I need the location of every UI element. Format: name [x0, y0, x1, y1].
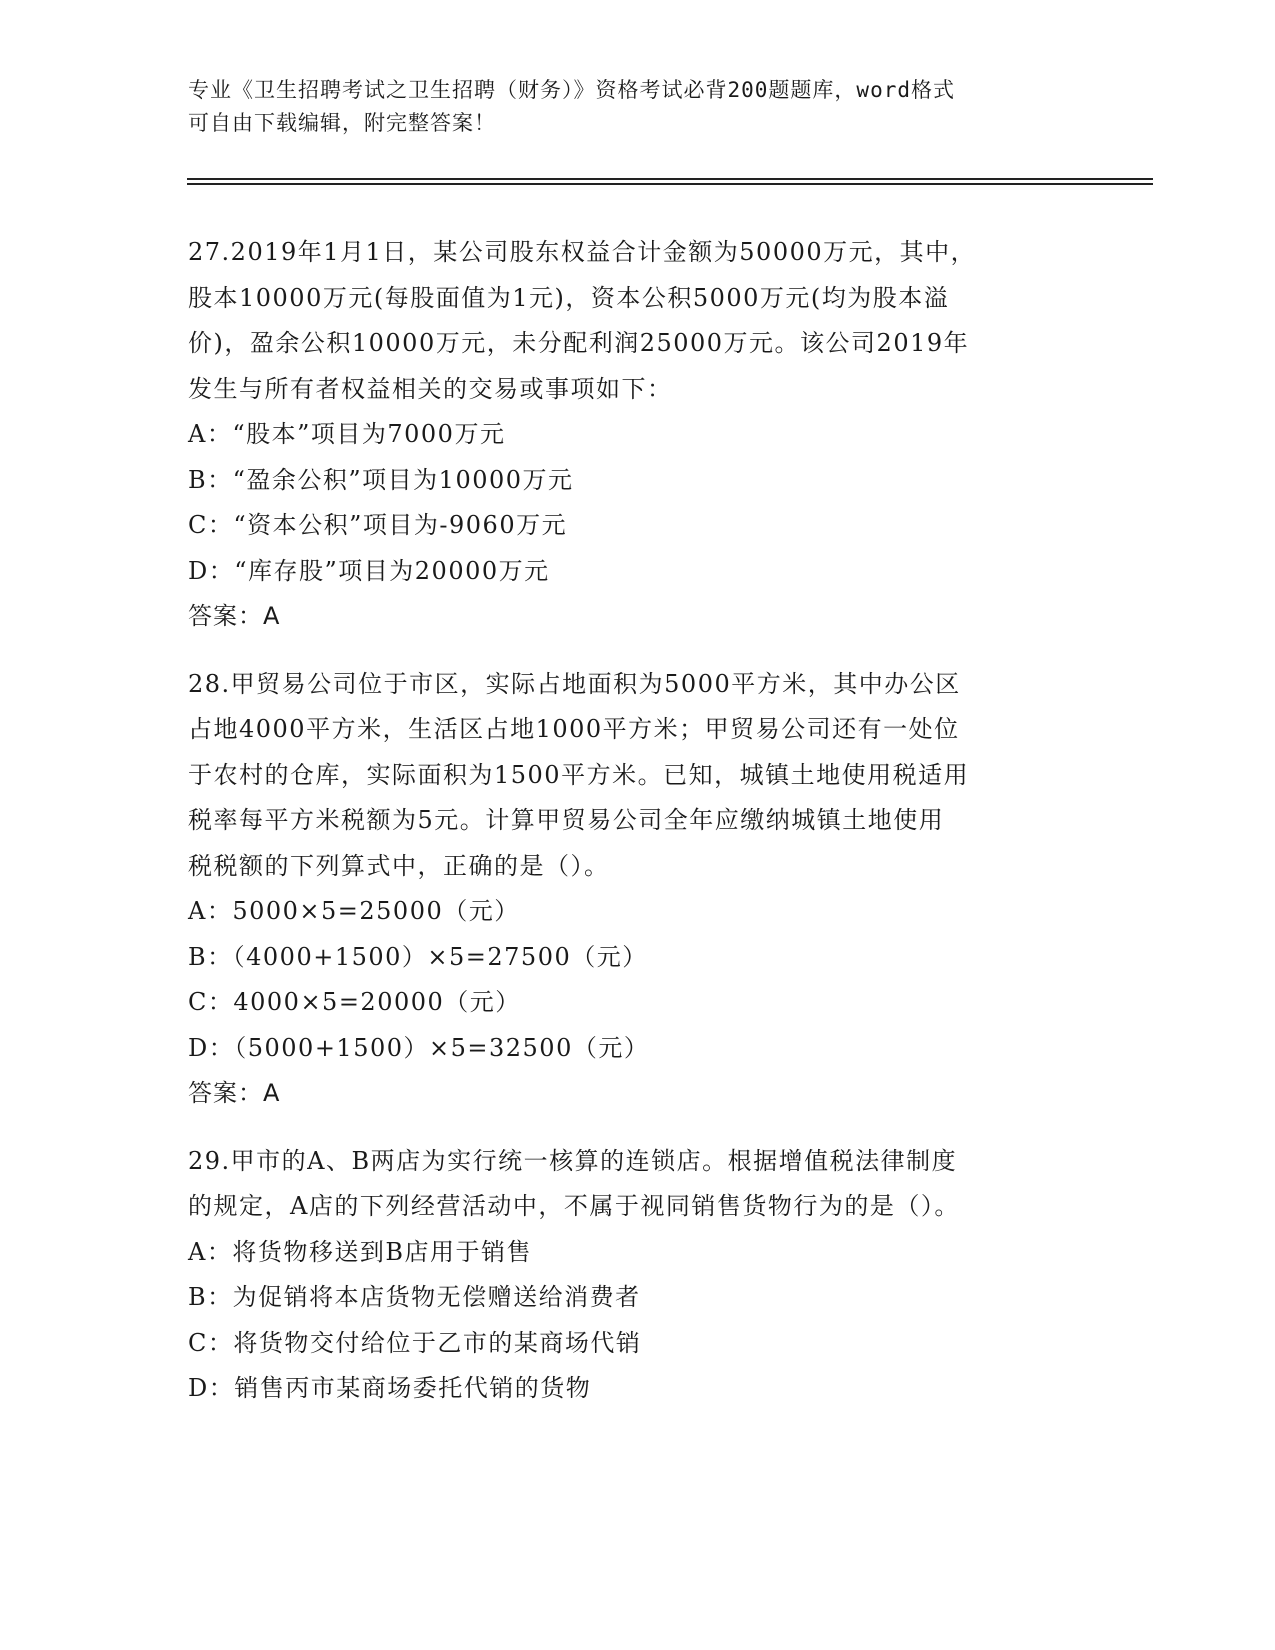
option-c: C：4000×5=20000（元） — [188, 988, 521, 1016]
answer-line: 答案：A — [188, 602, 281, 630]
option-a: A：将货物移送到B店用于销售 — [188, 1237, 532, 1266]
question-text-line: 税税额的下列算式中，正确的是（）。 — [188, 851, 610, 880]
option-a: A：5000×5=25000（元） — [188, 897, 520, 925]
question-text-line: 的规定，A店的下列经营活动中，不属于视同销售货物行为的是（）。 — [188, 1192, 960, 1220]
question-29 — [188, 1139, 1088, 1412]
question-text-line: 29.甲市的A、B两店为实行统一核算的连锁店。根据增值税法律制度 — [188, 1146, 958, 1175]
option-b: B：（4000+1500）×5=27500（元） — [188, 942, 648, 971]
question-27 — [188, 230, 1088, 640]
question-text-line: 发生与所有者权益相关的交易或事项如下： — [188, 374, 673, 403]
option-b: B：为促销将本店货物无偿赠送给消费者 — [188, 1283, 641, 1311]
option-d: D：销售丙市某商场委托代销的货物 — [188, 1374, 592, 1402]
option-c: C：“资本公积”项目为-9060万元 — [188, 511, 568, 539]
question-list — [188, 230, 1088, 1434]
question-text-line: 于农村的仓库，实际面积为1500平方米。已知，城镇土地使用税适用 — [188, 760, 970, 789]
option-d: D：（5000+1500）×5=32500（元） — [188, 1033, 650, 1062]
question-text-line: 28.甲贸易公司位于市区，实际占地面积为5000平方米，其中办公区 — [188, 669, 961, 698]
question-text-line: 占地4000平方米，生活区占地1000平方米；甲贸易公司还有一处位 — [188, 715, 960, 743]
question-text-line: 股本10000万元(每股面值为1元)，资本公积5000万元(均为股本溢 — [188, 283, 950, 312]
option-c: C：将货物交付给位于乙市的某商场代销 — [188, 1328, 642, 1357]
question-text-line: 税率每平方米税额为5元。计算甲贸易公司全年应缴纳城镇土地使用 — [188, 806, 945, 834]
document-header — [188, 74, 1068, 140]
question-28 — [188, 662, 1088, 1117]
header-divider-bottom — [187, 183, 1153, 185]
question-text-line: 27.2019年1月1日，某公司股东权益合计金额为50000万元，其中， — [188, 238, 977, 266]
option-b: B：“盈余公积”项目为10000万元 — [188, 465, 574, 494]
option-d: D：“库存股”项目为20000万元 — [188, 556, 550, 585]
option-a: A：“股本”项目为7000万元 — [188, 420, 506, 448]
header-line-1: 专业《卫生招聘考试之卫生招聘（财务）》资格考试必背200题题库，word格式 — [188, 78, 955, 102]
question-text-line: 价)，盈余公积10000万元，未分配利润25000万元。该公司2019年 — [188, 329, 970, 357]
header-line-2: 可自由下载编辑，附完整答案！ — [188, 111, 496, 135]
answer-line: 答案：A — [188, 1079, 281, 1107]
header-divider-top — [187, 178, 1153, 180]
